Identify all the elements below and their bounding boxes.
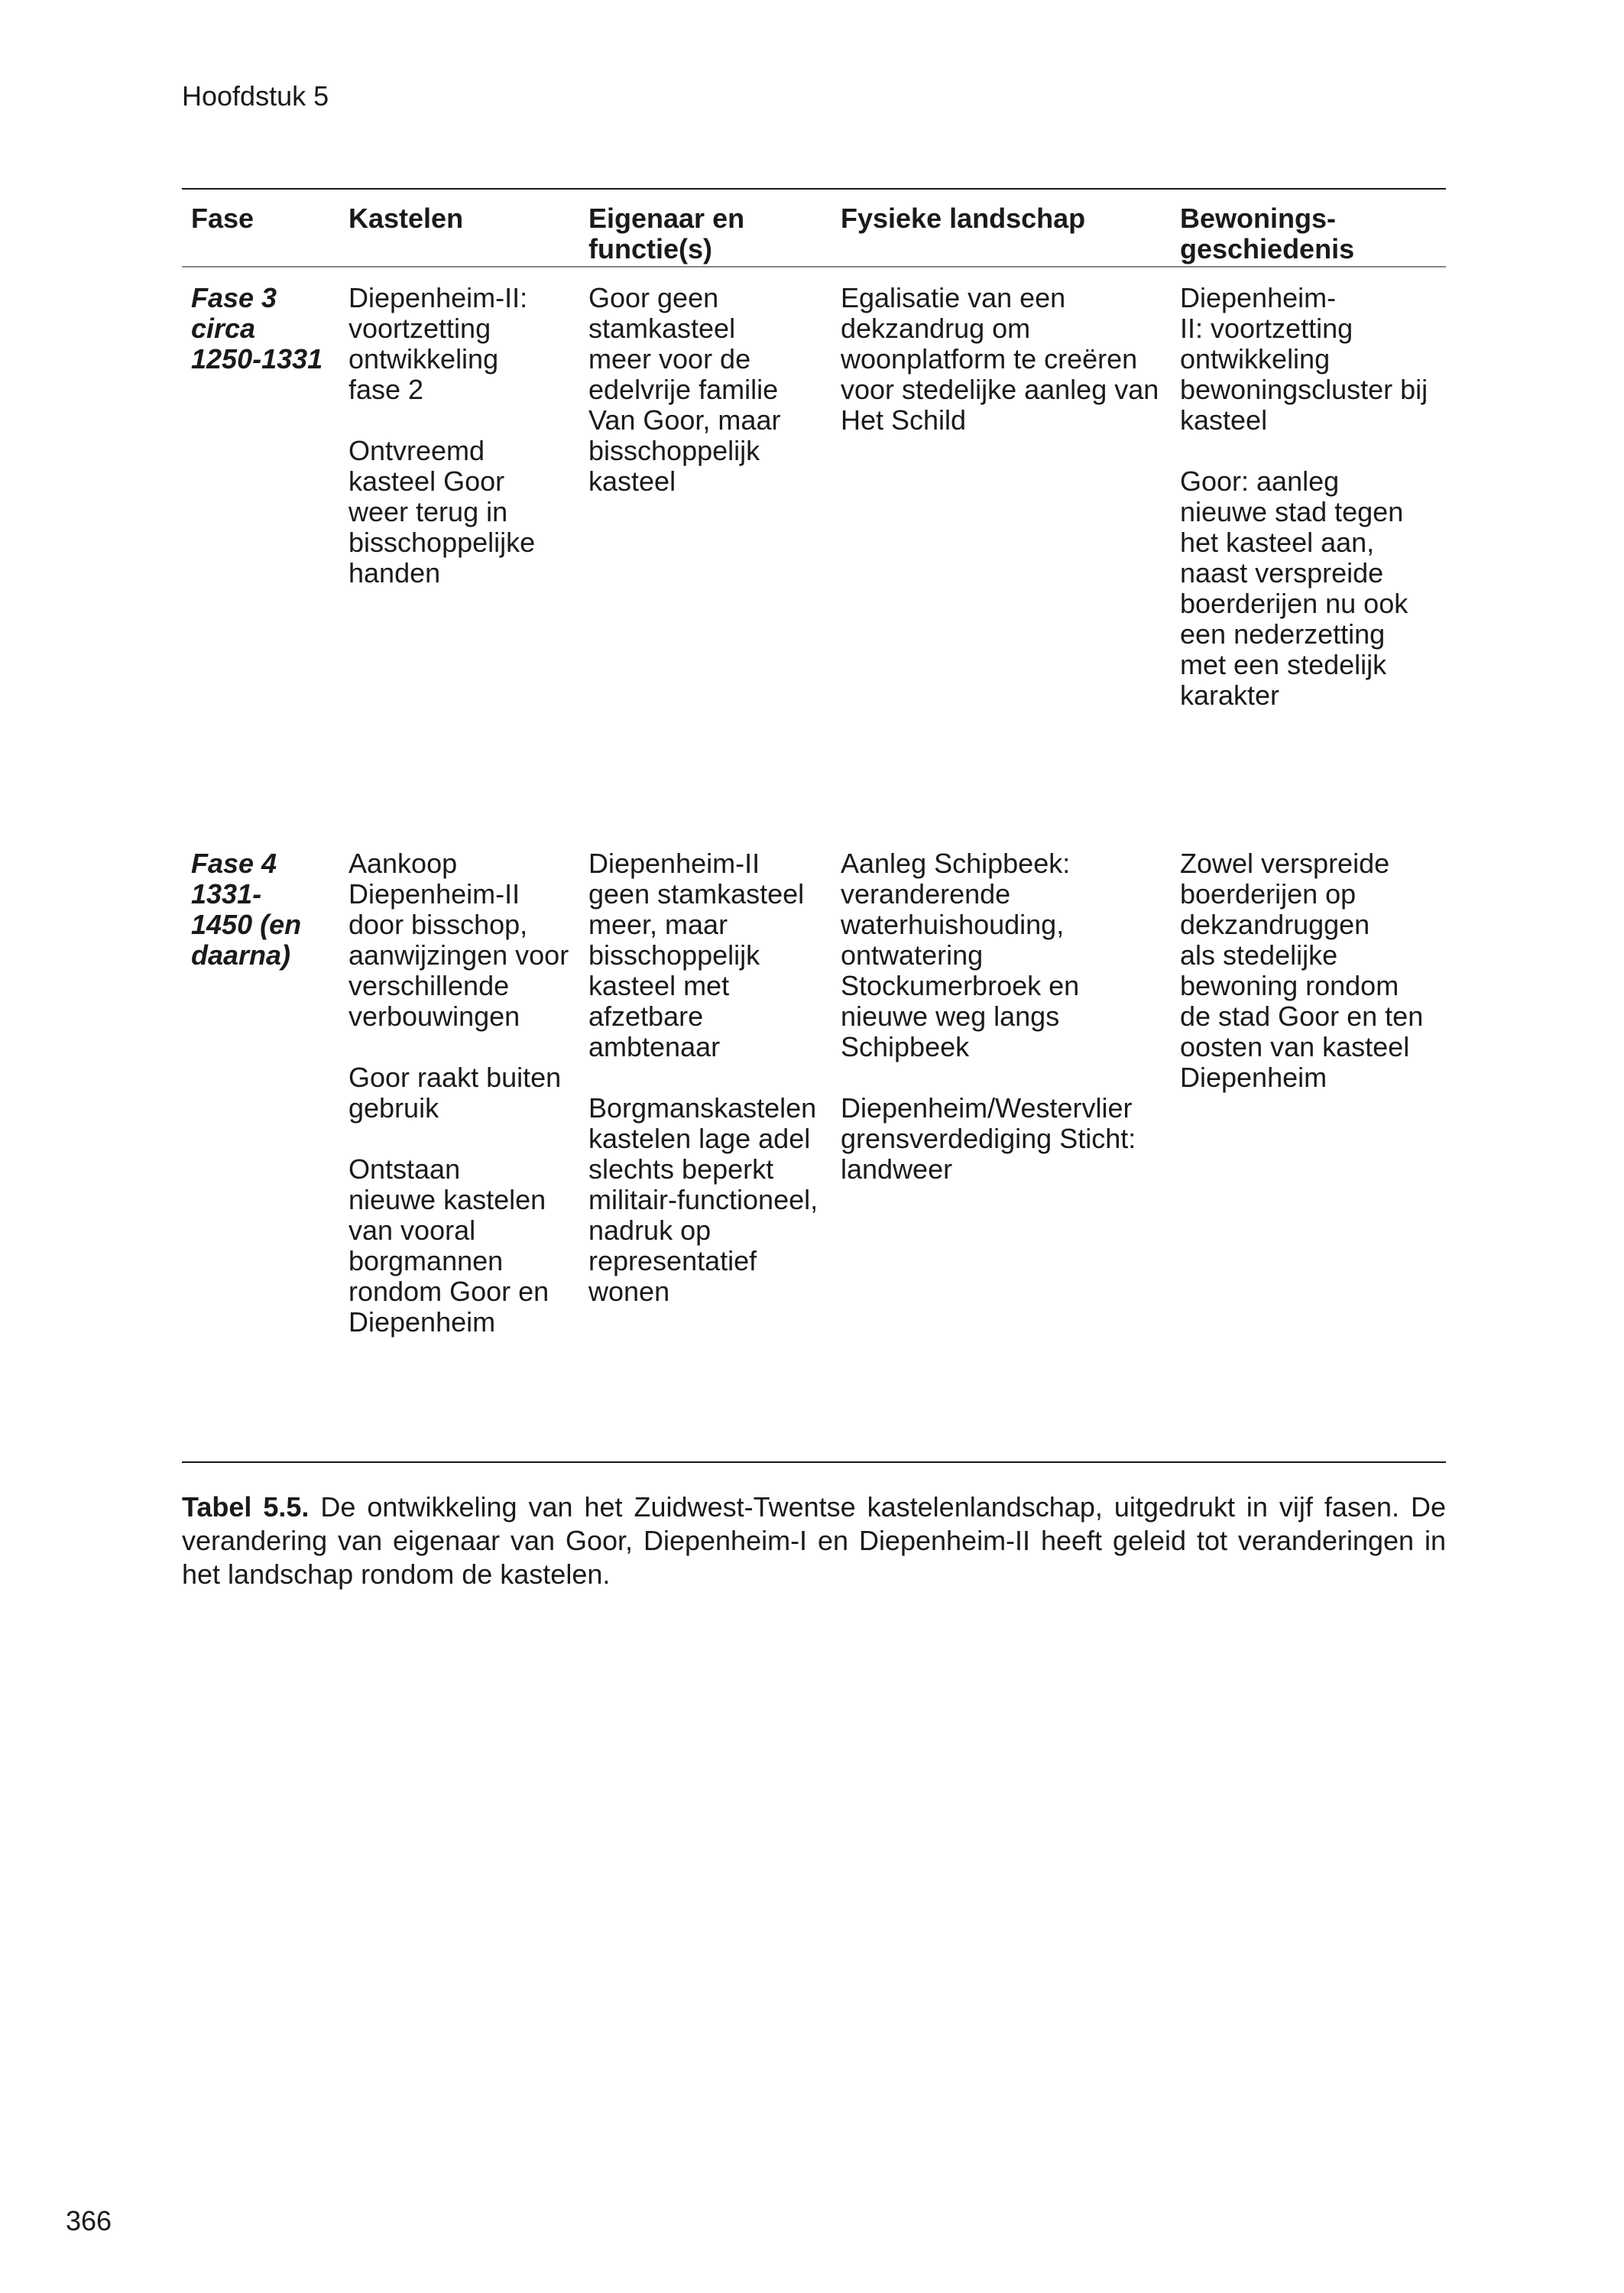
- cell-line: Schipbeek: [841, 1031, 970, 1062]
- cell-line: kasteel: [588, 465, 676, 497]
- cell-line: kasteel met: [588, 970, 730, 1001]
- eigenaar-cell: [588, 283, 833, 497]
- cell-line: verbouwingen: [348, 1001, 520, 1032]
- cell-line: het kasteel aan,: [1180, 527, 1375, 558]
- cell-line: edelvrije familie: [588, 374, 779, 405]
- cell-line: dekzandruggen: [1180, 909, 1370, 940]
- cell-line: weer terug in: [348, 496, 508, 527]
- header-eigenaar-line: Eigenaar en: [588, 203, 745, 234]
- cell-line: II: voortzetting: [1180, 313, 1353, 344]
- cell-paragraph: [841, 283, 1178, 436]
- cell-line: Diepenheim-: [1180, 282, 1337, 313]
- cell-line: bewoningscluster bij: [1180, 374, 1428, 405]
- cell-line: kastelen lage adel: [588, 1123, 811, 1154]
- cell-paragraph: [348, 436, 585, 589]
- cell-line: kasteel Goor: [348, 465, 505, 497]
- cell-paragraph: [588, 848, 833, 1062]
- cell-line: meer, maar: [588, 909, 728, 940]
- cell-line: kasteel: [1180, 404, 1268, 436]
- cell-line: Egalisatie van een: [841, 282, 1066, 313]
- cell-line: Borgmanskastelen: [588, 1092, 817, 1124]
- cell-line: veranderende: [841, 878, 1011, 910]
- cell-paragraph: [348, 1062, 585, 1124]
- cell-line: bewoning rondom: [1180, 970, 1399, 1001]
- table-row-fase-3: [182, 268, 1446, 833]
- cell-line: boerderijen nu ook: [1180, 588, 1408, 619]
- cell-line: Diepenheim-II: [588, 848, 760, 879]
- cell-line: voor stedelijke aanleg van: [841, 374, 1159, 405]
- header-eigenaar: [588, 203, 833, 264]
- cell-line: nieuwe weg langs: [841, 1001, 1060, 1032]
- caption-line: het landschap rondom de kastelen.: [182, 1558, 611, 1590]
- fase-line: 1250-1331: [191, 343, 323, 375]
- cell-line: woonplatform te creëren: [841, 343, 1138, 375]
- cell-line: naast verspreide: [1180, 557, 1384, 589]
- cell-line: Diepenheim-II:: [348, 282, 528, 313]
- cell-paragraph: [348, 848, 585, 1032]
- cell-line: dekzandrug om: [841, 313, 1031, 344]
- cell-line: afzetbare: [588, 1001, 704, 1032]
- cell-line: grensverdediging Sticht:: [841, 1123, 1136, 1154]
- cell-paragraph: [841, 848, 1178, 1062]
- table-header-row: [182, 190, 1446, 266]
- fase-line: daarna): [191, 939, 291, 971]
- fase-line: 1331-: [191, 878, 262, 910]
- cell-line: door bisschop,: [348, 909, 528, 940]
- cell-line: ambtenaar: [588, 1031, 721, 1062]
- cell-line: representatief: [588, 1245, 757, 1276]
- cell-line: militair-functioneel,: [588, 1184, 818, 1215]
- cell-line: boerderijen op: [1180, 878, 1357, 910]
- caption-line: verandering van eigenaar van Goor, Diepenheim-I en Diepenheim-II heeft geleid tot veranderingen in: [182, 1525, 1446, 1556]
- cell-line: wonen: [588, 1276, 670, 1307]
- cell-line: de stad Goor en ten: [1180, 1001, 1424, 1032]
- cell-line: als stedelijke: [1180, 939, 1338, 971]
- cell-line: landweer: [841, 1153, 953, 1185]
- fase-label: [191, 283, 336, 375]
- cell-line: oosten van kasteel: [1180, 1031, 1410, 1062]
- cell-line: ontwikkeling: [1180, 343, 1331, 375]
- cell-paragraph: [588, 1093, 833, 1307]
- fase-line: Fase 4: [191, 848, 277, 879]
- cell-line: stamkasteel: [588, 313, 736, 344]
- eigenaar-cell: [588, 848, 833, 1307]
- bewoning-cell: [1180, 848, 1446, 1093]
- cell-line: rondom Goor en: [348, 1276, 549, 1307]
- cell-line: Diepenheim: [348, 1306, 496, 1338]
- cell-line: aanwijzingen voor: [348, 939, 569, 971]
- cell-line: een nederzetting: [1180, 618, 1386, 650]
- cell-line: Diepenheim/Westervlier: [841, 1092, 1133, 1124]
- table-caption: [182, 1490, 1446, 1591]
- caption-line: [182, 1490, 1446, 1524]
- cell-line: nieuwe kastelen: [348, 1184, 546, 1215]
- cell-paragraph: [1180, 466, 1446, 711]
- cell-line: met een stedelijk: [1180, 649, 1387, 680]
- cell-line: karakter: [1180, 679, 1280, 711]
- landschap-cell: [841, 848, 1178, 1185]
- fase-label: [191, 848, 336, 971]
- kastelen-cell: [348, 848, 585, 1338]
- cell-line: bisschoppelijk: [588, 939, 760, 971]
- cell-paragraph: [348, 1154, 585, 1338]
- fase-line: Fase 3: [191, 282, 277, 313]
- header-landschap: Fysieke landschap: [841, 203, 1086, 234]
- cell-paragraph: [348, 283, 585, 405]
- cell-line: Aanleg Schipbeek:: [841, 848, 1071, 879]
- cell-line: borgmannen: [348, 1245, 504, 1276]
- cell-paragraph: [841, 1093, 1178, 1185]
- cell-line: handen: [348, 557, 441, 589]
- cell-line: voortzetting: [348, 313, 491, 344]
- cell-line: fase 2: [348, 374, 424, 405]
- fase-line: circa: [191, 313, 256, 344]
- cell-line: ontwatering: [841, 939, 984, 971]
- cell-line: verschillende: [348, 970, 510, 1001]
- cell-line: Diepenheim: [1180, 1062, 1327, 1093]
- cell-line: Goor geen: [588, 282, 719, 313]
- header-eigenaar-line: functie(s): [588, 233, 712, 264]
- landschap-cell: [841, 283, 1178, 436]
- cell-line: bisschoppelijk: [588, 435, 760, 466]
- header-bewoning: [1180, 203, 1446, 264]
- cell-line: slechts beperkt: [588, 1153, 774, 1185]
- caption-text: De ontwikkeling van het Zuidwest-Twentse kastelenlandschap, uitgedrukt in vijf fasen. De: [320, 1491, 1446, 1523]
- table-bottom-rule: [182, 1461, 1446, 1463]
- table-row-fase-4: [182, 833, 1446, 1338]
- cell-line: nadruk op: [588, 1215, 712, 1246]
- cell-line: nieuwe stad tegen: [1180, 496, 1404, 527]
- cell-line: meer voor de: [588, 343, 751, 375]
- caption-label: Tabel 5.5.: [182, 1491, 310, 1523]
- cell-line: Aankoop: [348, 848, 458, 879]
- cell-line: bisschoppelijke: [348, 527, 536, 558]
- running-head: Hoofdstuk 5: [182, 80, 329, 112]
- cell-paragraph: [1180, 848, 1446, 1093]
- cell-paragraph: [588, 283, 833, 497]
- cell-line: geen stamkasteel: [588, 878, 805, 910]
- cell-line: ontwikkeling: [348, 343, 499, 375]
- cell-paragraph: [1180, 283, 1446, 436]
- page-number: 366: [66, 2205, 112, 2236]
- header-bewoning-line: Bewonings-: [1180, 203, 1336, 234]
- bewoning-cell: [1180, 283, 1446, 711]
- cell-line: Zowel verspreide: [1180, 848, 1390, 879]
- phase-table: [182, 188, 1446, 1338]
- header-bewoning-line: geschiedenis: [1180, 233, 1355, 264]
- cell-line: Het Schild: [841, 404, 967, 436]
- cell-line: Van Goor, maar: [588, 404, 781, 436]
- header-kastelen: Kastelen: [348, 203, 464, 234]
- cell-line: van vooral: [348, 1215, 476, 1246]
- cell-line: Goor: aanleg: [1180, 465, 1340, 497]
- cell-line: Stockumerbroek en: [841, 970, 1080, 1001]
- cell-line: gebruik: [348, 1092, 439, 1124]
- cell-line: waterhuishouding,: [841, 909, 1065, 940]
- fase-line: 1450 (en: [191, 909, 302, 940]
- cell-line: Ontstaan: [348, 1153, 461, 1185]
- cell-line: Diepenheim-II: [348, 878, 520, 910]
- kastelen-cell: [348, 283, 585, 589]
- header-fase: Fase: [191, 203, 254, 234]
- cell-line: Ontvreemd: [348, 435, 485, 466]
- cell-line: Goor raakt buiten: [348, 1062, 562, 1093]
